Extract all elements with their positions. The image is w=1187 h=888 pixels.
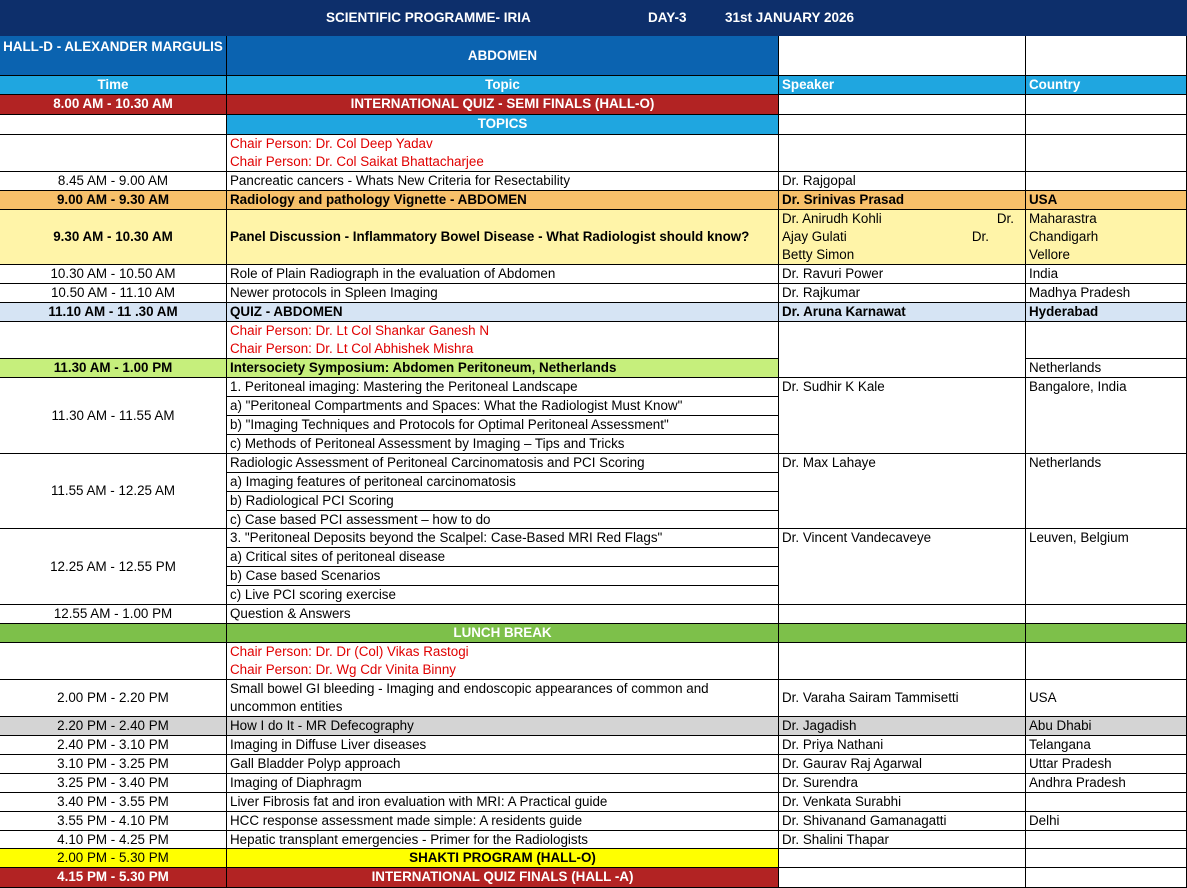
country-line: Vellore — [1029, 247, 1070, 262]
speaker-cell: Dr. Rajkumar — [779, 284, 1026, 303]
country-cell: Uttar Pradesh — [1026, 755, 1187, 774]
time-cell: 3.10 PM - 3.25 PM — [0, 755, 227, 774]
country-cell: Hyderabad — [1026, 303, 1187, 322]
blank-cell — [1026, 605, 1187, 624]
chair-person: Chair Person: Dr. Lt Col Shankar Ganesh N — [230, 323, 490, 338]
subtopic-cell: a) Critical sites of peritoneal disease — [227, 548, 779, 567]
topic-cell: How I do It - MR Defecography — [227, 717, 779, 736]
blank-cell — [779, 95, 1026, 115]
blank-cell — [1026, 115, 1187, 135]
date-label: 31st JANUARY 2026 — [725, 10, 855, 25]
time-cell: 11.10 AM - 11 .30 AM — [0, 303, 227, 322]
panelist-prefix: Dr. — [996, 211, 1014, 226]
speaker-cell: Dr. Aruna Karnawat — [779, 303, 1026, 322]
column-header-country: Country — [1026, 76, 1187, 95]
topic-cell: 1. Peritoneal imaging: Mastering the Peritoneal Landscape — [227, 378, 779, 397]
lunch-bar — [1026, 624, 1187, 643]
time-cell: 9.00 AM - 9.30 AM — [0, 191, 227, 210]
chair-person: Chair Person: Dr. Dr (Col) Vikas Rastogi — [230, 644, 469, 659]
time-cell: 8.00 AM - 10.30 AM — [0, 95, 227, 115]
topic-cell: QUIZ - ABDOMEN — [227, 303, 779, 322]
topic-cell: Question & Answers — [227, 605, 779, 624]
topic-cell: Imaging of Diaphragm — [227, 774, 779, 793]
time-cell: 2.00 PM - 2.20 PM — [0, 680, 227, 717]
lunch-bar — [779, 624, 1026, 643]
topic-cell: Newer protocols in Spleen Imaging — [227, 284, 779, 303]
blank-cell — [779, 849, 1026, 868]
blank-cell — [779, 36, 1026, 76]
hall-name: HALL-D - ALEXANDER MARGULIS — [0, 36, 227, 76]
blank-cell — [1026, 643, 1187, 680]
topic-cell: Liver Fibrosis fat and iron evaluation with MRI: A Practical guide — [227, 793, 779, 812]
time-cell: 11.30 AM - 11.55 AM — [0, 378, 227, 454]
subtopic-cell: b) Case based Scenarios — [227, 567, 779, 586]
topic-cell: Hepatic transplant emergencies - Primer for the Radiologists — [227, 831, 779, 849]
chair-persons — [227, 643, 779, 680]
country-cell — [1026, 210, 1187, 265]
blank-cell — [0, 135, 227, 172]
country-cell: Andhra Pradesh — [1026, 774, 1187, 793]
lunch-break: LUNCH BREAK — [227, 624, 779, 643]
speaker-cell: Dr. Jagadish — [779, 717, 1026, 736]
subtopic-cell: b) "Imaging Techniques and Protocols for Optimal Peritoneal Assessment" — [227, 416, 779, 435]
panelist-name: Dr. Anirudh Kohli — [782, 211, 882, 226]
blank-cell — [1026, 135, 1187, 172]
speaker-cell: Dr. Rajgopal — [779, 172, 1026, 191]
time-cell: 11.30 AM - 1.00 PM — [0, 359, 227, 378]
blank-cell — [1026, 36, 1187, 76]
country-cell: Netherlands — [1026, 454, 1187, 529]
speaker-cell: Dr. Gaurav Raj Agarwal — [779, 755, 1026, 774]
speaker-cell: Dr. Ravuri Power — [779, 265, 1026, 284]
lunch-bar — [0, 624, 227, 643]
time-cell: 2.20 PM - 2.40 PM — [0, 717, 227, 736]
blank-cell — [0, 643, 227, 680]
country-line: Chandigarh — [1029, 229, 1099, 244]
country-cell: India — [1026, 265, 1187, 284]
blank-cell — [1026, 95, 1187, 115]
speaker-cell: Dr. Surendra — [779, 774, 1026, 793]
speaker-cell — [779, 210, 1026, 265]
blank-cell — [1026, 849, 1187, 868]
blank-cell — [779, 605, 1026, 624]
blank-cell — [0, 115, 227, 135]
speaker-cell: Dr. Sudhir K Kale — [779, 378, 1026, 454]
time-cell: 8.45 AM - 9.00 AM — [0, 172, 227, 191]
speaker-cell: Dr. Shalini Thapar — [779, 831, 1026, 849]
time-cell: 12.55 AM - 1.00 PM — [0, 605, 227, 624]
country-cell: Netherlands — [1026, 359, 1187, 378]
subtopic-cell: c) Live PCI scoring exercise — [227, 586, 779, 605]
chair-person: Chair Person: Dr. Lt Col Abhishek Mishra — [230, 341, 474, 356]
chair-person: Chair Person: Dr. Wg Cdr Vinita Binny — [230, 662, 456, 677]
topic-cell: HCC response assessment made simple: A residents guide — [227, 812, 779, 831]
topic-cell: Imaging in Diffuse Liver diseases — [227, 736, 779, 755]
speaker-cell: Dr. Varaha Sairam Tammisetti — [779, 680, 1026, 717]
time-cell: 4.10 PM - 4.25 PM — [0, 831, 227, 849]
country-cell: Delhi — [1026, 812, 1187, 831]
panelist-line — [782, 228, 1022, 246]
subject-title: ABDOMEN — [227, 36, 779, 76]
subtopic-cell: b) Radiological PCI Scoring — [227, 492, 779, 511]
chair-person: Chair Person: Dr. Col Deep Yadav — [230, 136, 433, 151]
country-cell: USA — [1026, 191, 1187, 210]
programme-title: SCIENTIFIC PROGRAMME- IRIA — [326, 10, 531, 25]
day-label: DAY-3 — [648, 10, 687, 25]
country-cell: Bangalore, India — [1026, 378, 1187, 454]
chair-person: Chair Person: Dr. Col Saikat Bhattacharjee — [230, 154, 484, 169]
country-cell: USA — [1026, 680, 1187, 717]
time-cell: 2.00 PM - 5.30 PM — [0, 849, 227, 868]
topics-banner: TOPICS — [227, 115, 779, 135]
time-cell: 4.15 PM - 5.30 PM — [0, 868, 227, 888]
blank-cell — [779, 135, 1026, 172]
country-cell — [1026, 172, 1187, 191]
topic-cell: SHAKTI PROGRAM (HALL-O) — [227, 849, 779, 868]
column-header-topic: Topic — [227, 76, 779, 95]
column-header-speaker: Speaker — [779, 76, 1026, 95]
time-cell: 11.55 AM - 12.25 AM — [0, 454, 227, 529]
speaker-cell: Dr. Vincent Vandecaveye — [779, 529, 1026, 605]
topic-cell: Pancreatic cancers - Whats New Criteria for Resectability — [227, 172, 779, 191]
speaker-cell: Dr. Shivanand Gamanagatti — [779, 812, 1026, 831]
subtopic-cell: a) Imaging features of peritoneal carcinomatosis — [227, 473, 779, 492]
chair-persons — [227, 322, 779, 359]
speaker-cell: Dr. Max Lahaye — [779, 454, 1026, 529]
topic-cell: Gall Bladder Polyp approach — [227, 755, 779, 774]
topic-cell: Intersociety Symposium: Abdomen Peritoneum, Netherlands — [227, 359, 779, 378]
panelist-prefix: Dr. — [971, 229, 989, 244]
panelist-name: Betty Simon — [782, 247, 855, 262]
chair-persons — [227, 135, 779, 172]
country-line: Maharastra — [1029, 211, 1097, 226]
time-cell: 12.25 AM - 12.55 PM — [0, 529, 227, 605]
speaker-cell: Dr. Priya Nathani — [779, 736, 1026, 755]
country-cell: Madhya Pradesh — [1026, 284, 1187, 303]
speaker-cell: Dr. Srinivas Prasad — [779, 191, 1026, 210]
blank-cell — [0, 322, 227, 359]
country-cell: Telangana — [1026, 736, 1187, 755]
country-cell: Leuven, Belgium — [1026, 529, 1187, 605]
country-cell — [1026, 793, 1187, 812]
country-cell: Abu Dhabi — [1026, 717, 1187, 736]
time-cell: 3.40 PM - 3.55 PM — [0, 793, 227, 812]
subtopic-cell: c) Methods of Peritoneal Assessment by Imaging – Tips and Tricks — [227, 435, 779, 454]
topic-cell: INTERNATIONAL QUIZ FINALS (HALL -A) — [227, 868, 779, 888]
subtopic-cell: a) "Peritoneal Compartments and Spaces: What the Radiologist Must Know" — [227, 397, 779, 416]
time-cell: 9.30 AM - 10.30 AM — [0, 210, 227, 265]
time-cell: 10.30 AM - 10.50 AM — [0, 265, 227, 284]
panelist-line — [782, 210, 1022, 228]
time-cell: 3.25 PM - 3.40 PM — [0, 774, 227, 793]
topic-cell: Radiologic Assessment of Peritoneal Carcinomatosis and PCI Scoring — [227, 454, 779, 473]
topic-cell: Small bowel GI bleeding - Imaging and endoscopic appearances of common and uncommon entities — [227, 680, 779, 717]
subtopic-cell: c) Case based PCI assessment – how to do — [227, 511, 779, 529]
blank-cell — [779, 868, 1026, 888]
topic-cell: INTERNATIONAL QUIZ - SEMI FINALS (HALL-O) — [227, 95, 779, 115]
column-header-time: Time — [0, 76, 227, 95]
time-cell: 10.50 AM - 11.10 AM — [0, 284, 227, 303]
blank-cell — [1026, 322, 1187, 359]
topic-cell: Radiology and pathology Vignette - ABDOMEN — [227, 191, 779, 210]
blank-cell — [779, 322, 1026, 378]
blank-cell — [779, 115, 1026, 135]
panelist-name: Ajay Gulati — [782, 229, 847, 244]
blank-cell — [1026, 868, 1187, 888]
topic-cell: 3. "Peritoneal Deposits beyond the Scalpel: Case-Based MRI Red Flags" — [227, 529, 779, 548]
blank-cell — [779, 643, 1026, 680]
time-cell: 3.55 PM - 4.10 PM — [0, 812, 227, 831]
topic-cell: Role of Plain Radiograph in the evaluation of Abdomen — [227, 265, 779, 284]
speaker-cell: Dr. Venkata Surabhi — [779, 793, 1026, 812]
time-cell: 2.40 PM - 3.10 PM — [0, 736, 227, 755]
title-bar — [0, 0, 1187, 36]
country-cell — [1026, 831, 1187, 849]
topic-cell: Panel Discussion - Inflammatory Bowel Disease - What Radiologist should know? — [227, 210, 779, 265]
